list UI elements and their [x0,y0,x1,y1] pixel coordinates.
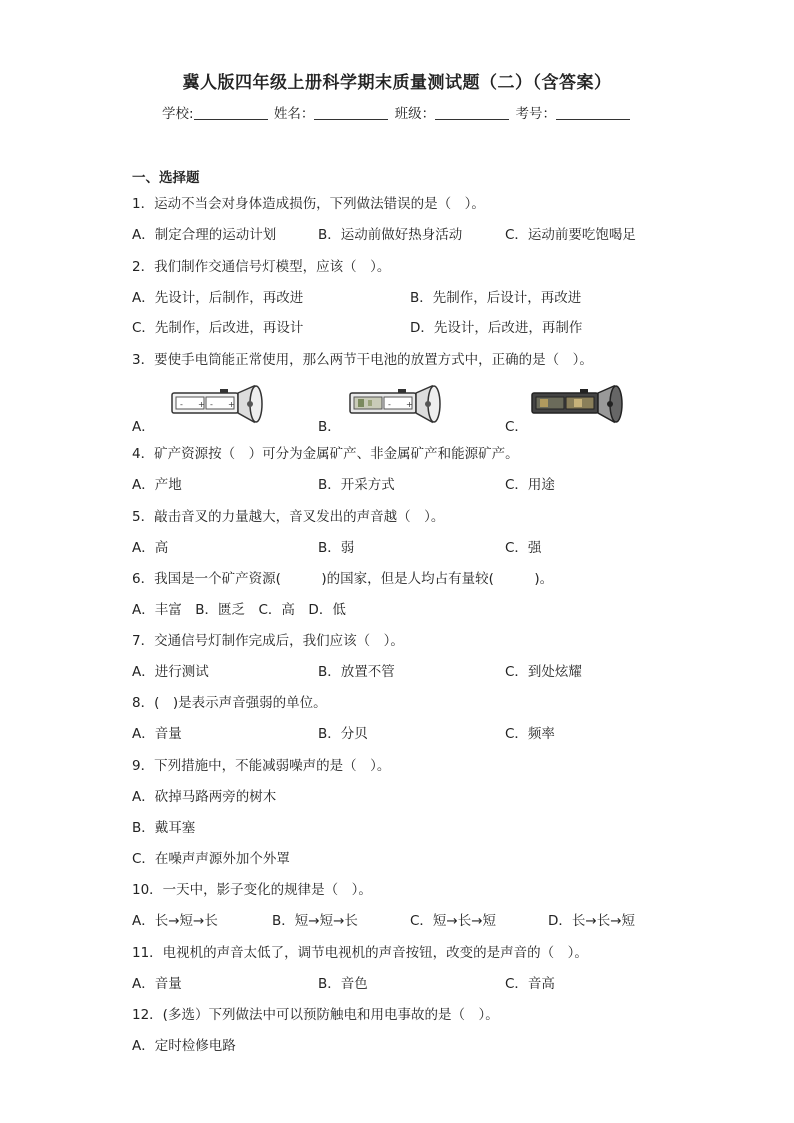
question-12-stem: 12．(多选）下列做法中可以预防触电和用电事故的是（ ）。 [132,1007,499,1023]
q2-option-c[interactable]: C．先制作，后改进，再设计 [132,320,304,336]
q3-option-b[interactable]: B． [318,419,341,435]
exam-number-blank[interactable] [556,105,630,120]
q5-option-a[interactable]: A．高 [132,540,169,556]
q4-option-c[interactable]: C．用途 [505,477,555,493]
q7-option-b[interactable]: B．放置不管 [318,664,395,680]
section-heading: 一、选择题 [132,170,200,186]
school-blank[interactable] [194,105,268,120]
q1-option-a[interactable]: A．制定合理的运动计划 [132,227,277,243]
flashlight-b-image [348,384,448,424]
q5-option-b[interactable]: B．弱 [318,540,355,556]
question-10-stem: 10．一天中，影子变化的规律是（ ）。 [132,882,372,898]
q2-option-d[interactable]: D．先设计，后改进，再制作 [410,320,583,336]
question-6-stem: 6．我国是一个矿产资源( )的国家，但是人均占有量较( )。 [132,571,554,587]
q8-option-a[interactable]: A．音量 [132,726,182,742]
q11-option-c[interactable]: C．音高 [505,976,555,992]
flashlight-a-image [170,384,270,424]
name-label: 姓名： [273,106,315,122]
svg-text:+: + [228,400,235,409]
q2-option-b[interactable]: B．先制作，后设计，再改进 [410,290,582,306]
question-7-stem: 7．交通信号灯制作完成后，我们应该（ ）。 [132,633,404,649]
question-3-stem: 3．要使手电筒能正常使用，那么两节干电池的放置方式中，正确的是（ ）。 [132,352,593,368]
q3-option-c[interactable]: C． [505,419,528,435]
svg-text:+: + [406,400,413,409]
page-title: 冀人版四年级上册科学期末质量测试题（二）（含答案） [182,73,612,93]
q9-option-c[interactable]: C．在噪声声源外加个外罩 [132,851,290,867]
q7-option-a[interactable]: A．进行测试 [132,664,209,680]
question-5-stem: 5．敲击音叉的力量越大，音叉发出的声音越（ ）。 [132,509,445,525]
class-blank[interactable] [435,105,509,120]
q6-options[interactable]: A．丰富 B．匮乏 C．高 D．低 [132,602,346,618]
q4-option-a[interactable]: A．产地 [132,477,182,493]
q10-option-c[interactable]: C．短→长→短 [410,913,497,929]
question-1-stem: 1．运动不当会对身体造成损伤，下列做法错误的是（ ）。 [132,196,485,212]
svg-text:-: - [388,400,391,409]
q9-option-a[interactable]: A．砍掉马路两旁的树木 [132,789,277,805]
q10-option-b[interactable]: B．短→短→长 [272,913,358,929]
q7-option-c[interactable]: C．到处炫耀 [505,664,582,680]
q1-option-b[interactable]: B．运动前做好热身活动 [318,227,463,243]
school-label: 学校: [162,106,194,122]
student-info-row [0,102,794,122]
svg-text:-: - [210,400,213,409]
q5-option-c[interactable]: C．强 [505,540,542,556]
flashlight-c-image [530,384,630,424]
question-9-stem: 9．下列措施中，不能减弱噪声的是（ ）。 [132,758,391,774]
q3-option-a[interactable]: A． [132,419,155,435]
q8-option-b[interactable]: B．分贝 [318,726,368,742]
question-2-stem: 2．我们制作交通信号灯模型，应该（ ）。 [132,259,391,275]
q2-option-a[interactable]: A．先设计，后制作，再改进 [132,290,304,306]
q1-option-c[interactable]: C．运动前要吃饱喝足 [505,227,636,243]
q10-option-d[interactable]: D．长→长→短 [548,913,636,929]
q11-option-a[interactable]: A．音量 [132,976,182,992]
q9-option-b[interactable]: B．戴耳塞 [132,820,196,836]
question-11-stem: 11．电视机的声音太低了，调节电视机的声音按钮，改变的是声音的（ ）。 [132,945,588,961]
svg-text:-: - [180,400,183,409]
exam-number-label: 考号： [515,106,556,122]
name-blank[interactable] [314,105,388,120]
question-8-stem: 8．( )是表示声音强弱的单位。 [132,695,327,711]
class-label: 班级： [394,106,436,122]
question-4-stem: 4．矿产资源按（ ）可分为金属矿产、非金属矿产和能源矿产。 [132,446,519,462]
q12-option-a[interactable]: A．定时检修电路 [132,1038,236,1054]
q10-option-a[interactable]: A．长→短→长 [132,913,218,929]
svg-text:+: + [198,400,205,409]
q8-option-c[interactable]: C．频率 [505,726,555,742]
q11-option-b[interactable]: B．音色 [318,976,368,992]
q4-option-b[interactable]: B．开采方式 [318,477,395,493]
